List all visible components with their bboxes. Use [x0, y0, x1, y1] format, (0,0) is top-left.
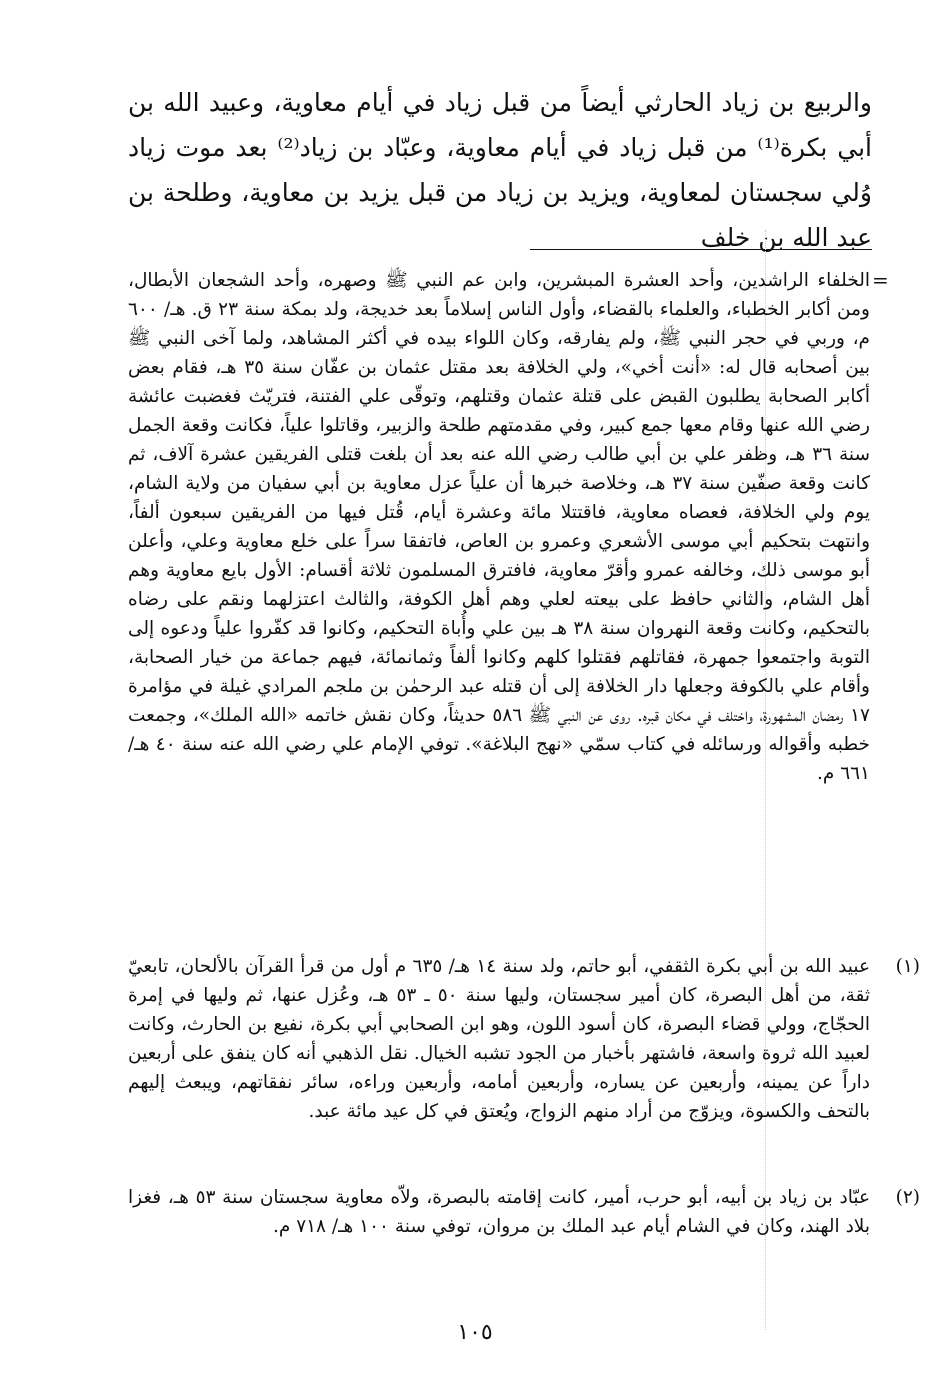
footnote-continuation: [128, 266, 870, 788]
page-number: ١٠٥: [457, 1320, 493, 1345]
footnote-continuation-text: الخلفاء الراشدين، وأحد العشرة المبشرين، وابن عم النبي ﷺ وصهره، وأحد الشجعان الأبطال، ومن أكابر الخطباء، والعلماء بالقضاء، وأول الناس إسلاماً بعد خديجة، ولد بمكة سنة ٢٣ ق. هـ/ ٦٠٠ م، وربي في حجر النبي ﷺ، ولم يفارقه، وكان اللواء بيده في أكثر المشاهد، ولما آخى النبي ﷺ بين أصحابه قال له: «أنت أخي»، ولي الخلافة بعد مقتل عثمان بن عفّان سنة ٣٥ هـ، فقام بعض أكابر الصحابة يطلبون القبض على قتلة عثمان وقتلهم، وتوقّى علي الفتنة، فتريّث فغضبت عائشة رضي الله عنها وقام معها جمع كبير، وفي مقدمتهم طلحة والزبير، وقاتلوا علياً، فكانت وقعة الجمل سنة ٣٦ هـ، وظفر علي بن أبي طالب رضي الله عنه بعد أن بلغت قتلى الفريقين عشرة آلاف، ثم كانت وقعة صفّين سنة ٣٧ هـ، وخلاصة خبرها أن علياً عزل معاوية بن أبي سفيان من ولاية الشام، يوم ولي الخلافة، فعصاه معاوية، فاقتتلا مائة وعشرة أيام، قُتل فيها من الفريقين سبعون ألفاً، وانتهت بتحكيم أبي موسى الأشعري وعمرو بن العاص، فاتفقا سراً على خلع معاوية وعلي، وأعلن أبو موسى ذلك، وخالفه عمرو وأقرّ معاوية، فافترق المسلمون ثلاثة أقسام: الأول بايع معاوية وهم أهل الشام، والثاني حافظ على بيعته لعلي وهم أهل الكوفة، والثالث اعتزلهما ونقم على رضاه بالتحكيم، وكانت وقعة النهروان سنة ٣٨ هـ بين علي وأُباة التحكيم، وكانوا قد كفّروا علياً ودعوه إلى التوبة واجتمعوا جمهرة، فقاتلهم فقتلوا كلهم وكانوا ألفاً وثمانمائة، فيهم جماعة من خيار الصحابة، وأقام علي بالكوفة وجعلها دار الخلافة إلى أن قتله عبد الرحمٰن بن ملجم المرادي غيلة في مؤامرة ١٧ رمضان المشهورة، واختلف في مكان قبره. روى عن النبي ﷺ ٥٨٦ حديثاً، وكان نقش خاتمه «الله الملك»، وجمعت خطبه وأقواله ورسائله في كتاب سمّي «نهج البلاغة». توفي الإمام علي رضي الله عنه سنة ٤٠ هـ/ ٦٦١ م.: [128, 270, 871, 784]
main-paragraph: والربيع بن زياد الحارثي أيضاً من قبل زياد في أيام معاوية، وعبيد الله بن أبي بكرة⁽¹⁾ من قبل زياد في أيام معاوية، وعبّاد بن زياد⁽²⁾ بعد موت زياد وُلي سجستان لمعاوية، ويزيد بن زياد من قبل يزيد بن معاوية، وطلحة بن عبد الله بن خلف: [128, 88, 872, 252]
footnote-1: [128, 952, 920, 1126]
footnote-continuation-mark: =: [872, 268, 889, 292]
footnote-separator: [530, 249, 872, 250]
footnote-1-text: عبيد الله بن أبي بكرة الثقفي، أبو حاتم، ولد سنة ١٤ هـ/ ٦٣٥ م أول من قرأ القرآن بالألحان، تابعيّ ثقة، من أهل البصرة، كان أمير سجستان، وليها سنة ٥٠ ـ ٥٣ هـ، وعُزل عنها، ثم وليها في إمرة الحجّاج، وولي قضاء البصرة، كان أسود اللون، وهو ابن الصحابي أبي بكرة، نفيع بن الحارث، وكانت لعبيد الله ثروة واسعة، فاشتهر بأخبار من الجود تشبه الخيال. نقل الذهبي أنه كان ينفق على أربعين داراً عن يمينه، وأربعين عن يساره، وأربعين أمامه، وأربعين وراءه، سائر نفقاتهم، ويبعث إليهم بالتحف والكسوة، ويزوّج من أراد منهم الزواج، ويُعتق في كل عيد مائة عبد.: [128, 956, 870, 1122]
main-text: [128, 80, 872, 260]
footnote-1-marker: (١): [895, 956, 920, 977]
footnote-2: [128, 1183, 920, 1241]
footnote-2-text: عبّاد بن زياد بن أبيه، أبو حرب، أمير، كانت إقامته بالبصرة، ولاّه معاوية سجستان سنة ٥٣ هـ، فغزا بلاد الهند، وكان في الشام أيام عبد الملك بن مروان، توفي سنة ١٠٠ هـ/ ٧١٨ م.: [128, 1187, 870, 1237]
footnote-2-marker: (٢): [895, 1187, 920, 1208]
